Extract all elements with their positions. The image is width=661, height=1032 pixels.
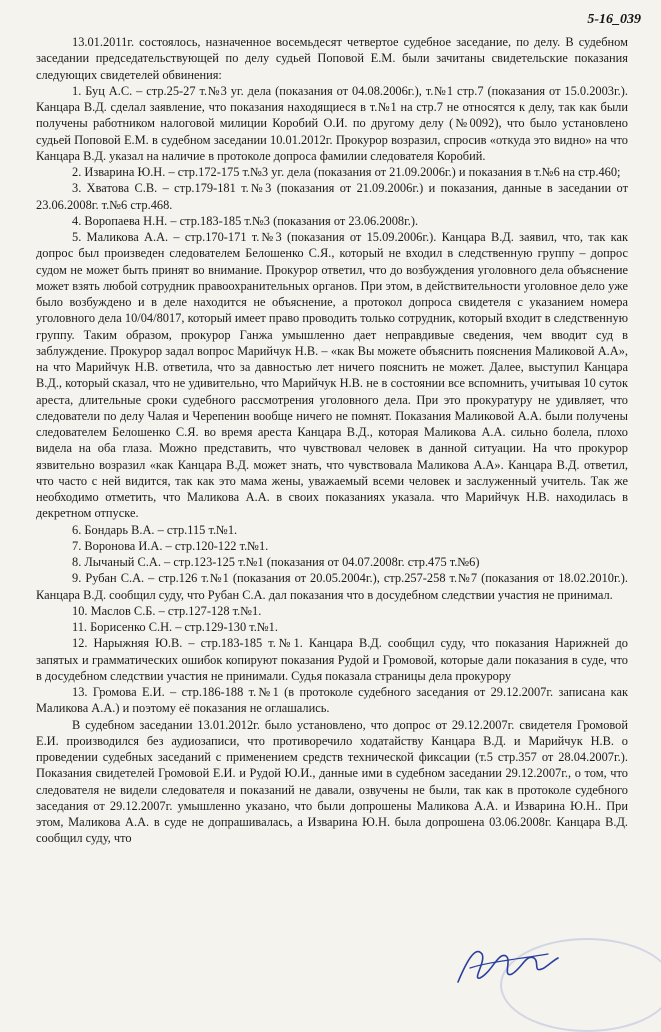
witness-item-6: 6. Бондарь В.А. – стр.115 т.№1. [72, 522, 238, 537]
witness-item-11: 11. Борисенко С.Н. – стр.129-130 т.№1. [72, 620, 278, 634]
witness-item-4: 4. Воропаева Н.Н. – стр.183-185 т.№3 (показания от 23.06.2008г.). [72, 213, 419, 228]
page-number: 5-16_039 [587, 12, 641, 27]
document-body [36, 34, 628, 847]
witness-item-1: 1. Буц А.С. – стр.25-27 т.№3 уг. дела (показания от 04.08.2006г.), т.№1 стр.7 (показания от 15.0.2003г.). Канцара В.Д. сделал заявление, что показания находящиеся в т.№1 на стр.7 не относятся к делу, так как были получены работником налоговой милиции Коробий О.И. по другому делу (№0092), что было установлено судьей Поповой Е.М. в судебном заседании 10.01.2012г. Прокурор возразил, спросив «откуда это видно» на что Канцара В.Д. указал на наличие в протоколе допроса фамилии следователя Коробий. [36, 83, 628, 163]
witness-item-10: 10. Маслов С.Б. – стр.127-128 т.№1. [72, 603, 262, 618]
witness-item-3: 3. Хватова С.В. – стр.179-181 т.№3 (показания от 21.09.2006г.) и показания, данные в заседании от 23.06.2008г. т.№6 стр.468. [36, 181, 628, 212]
handwritten-signature [452, 938, 562, 990]
witness-item-9: 9. Рубан С.А. – стр.126 т.№1 (показания от 20.05.2004г.), стр.257-258 т.№7 (показания от 18.02.2010г.). Канцара В.Д. сообщил суду, что Рубан С.А. дал показания что в досудебном следствии участия не принимал. [36, 571, 628, 602]
witness-item-13: 13. Громова Е.И. – стр.186-188 т.№1 (в протоколе судебного заседания от 29.12.2007г. записана как Маликова А.А.) и поэтому её показания не оглашались. [36, 685, 628, 716]
witness-item-2: 2. Изварина Ю.Н. – стр.172-175 т.№3 уг. дела (показания от 21.09.2006г.) и показания в т.№6 на стр.460; [72, 165, 621, 179]
closing-paragraph: В судебном заседании 13.01.2012г. было установлено, что допрос от 29.12.2007г. свидетеля Громовой Е.И. производился без аудиозаписи, что противоречило ходатайству Канцара В.Д. и Марийчук Н.В. о проведении судебных заседаний с применением средств технической фиксации (т.5 стр.357 от 28.04.2007г.). Показания свидетелей Громовой Е.И. и Рудой Ю.И., данные ими в судебном заседании 29.12.2007г., о том, что следователя не видели следователя и показаний не давали, озвучены не были, так как в протоколе судебного заседания от 29.12.2007г. умышленно указано, что были допрошены Маликова А.А. и Изварина Ю.Н.. При этом, Маликова А.А. в суде не допрашивалась, а Изварина Ю.Н. была допрошена 03.06.2008г. Канцара В.Д. сообщил суду, что [36, 717, 628, 846]
witness-item-12: 12. Нарыжняя Ю.В. – стр.183-185 т.№1. Канцара В.Д. сообщил суду, что показания Нарижней до запятых и грамматических ошибок копируют показания Рудой и Громовой, которые дали показания в суде, что в досудебном следствии участия не принимали. Судья показала страницы дела прокурору [36, 636, 628, 683]
witness-item-7: 7. Воронова И.А. – стр.120-122 т.№1. [72, 538, 269, 553]
intro-paragraph: 13.01.2011г. состоялось, назначенное восемьдесят четвертое судебное заседание, по делу. В судебном заседании председательствующей по делу судьей Поповой Е.М. были зачитаны свидетельские показания следующих свидетелей обвинения: [36, 35, 628, 82]
witness-item-5: 5. Маликова А.А. – стр.170-171 т.№3 (показания от 15.09.2006г.). Канцара В.Д. заявил, что, так как допрос был произведен следователем Белошенко С.Я., который не входил в следственную группу – допрос судом не может быть принят во внимание. Прокурор ответил, что до возбуждения уголовного дела объяснение может взять любой сотрудник правоохранительных органов. При этом, в действительности уголовное дело уже было возбуждено и в деле находится не объяснение, а протокол допроса свидетеля с указанием номера уголовного дела 10/04/8017, который имеет право проводить только сотрудник, который входит в следственную группу. Таким образом, прокурор Ганжа умышленно дает неправдивые сведения, чем вводит суд в заблуждение. Прокурор задал вопрос Марийчук Н.В. – «как Вы можете объяснить пояснения Маликовой А.А», на что Марийчук Н.В. ответила, что за давностью лет ничего пояснить не может. Далее, выступил Канцара В.Д., который сказал, что не удивительно, что Марийчук Н.В. не в состоянии все вспомнить, учитывая 10 суток ареста, длительные сроки судебного рассмотрения уголовного дела. При это прокуратуру не удивляет, что следователи по делу Чалая и Черепенин вообще ничего не помнят. Показания Маликовой А.А. были получены следователем Белошенко С.Я. во время ареста Канцара В.Д., которая Маликова А.А. сильно болела, плохо видела на оба глаза. Можно представить, что чувствовал человек в данной ситуации. На что прокурор язвительно возразил «как Канцара В.Д. может знать, что чувствовала Маликова А.А». Канцара В.Д. ответил, что часто с ней видится, так как это мама жены, уважаемый всеми человек и заслуженный учитель. Так же необходимо отметить, что Маликова А.А. в своих показаниях указала. что Марийчук Н.В. находилась в декретном отпуске. [36, 230, 628, 521]
witness-item-8: 8. Лычаный С.А. – стр.123-125 т.№1 (показания от 04.07.2008г. стр.475 т.№6) [72, 555, 480, 569]
